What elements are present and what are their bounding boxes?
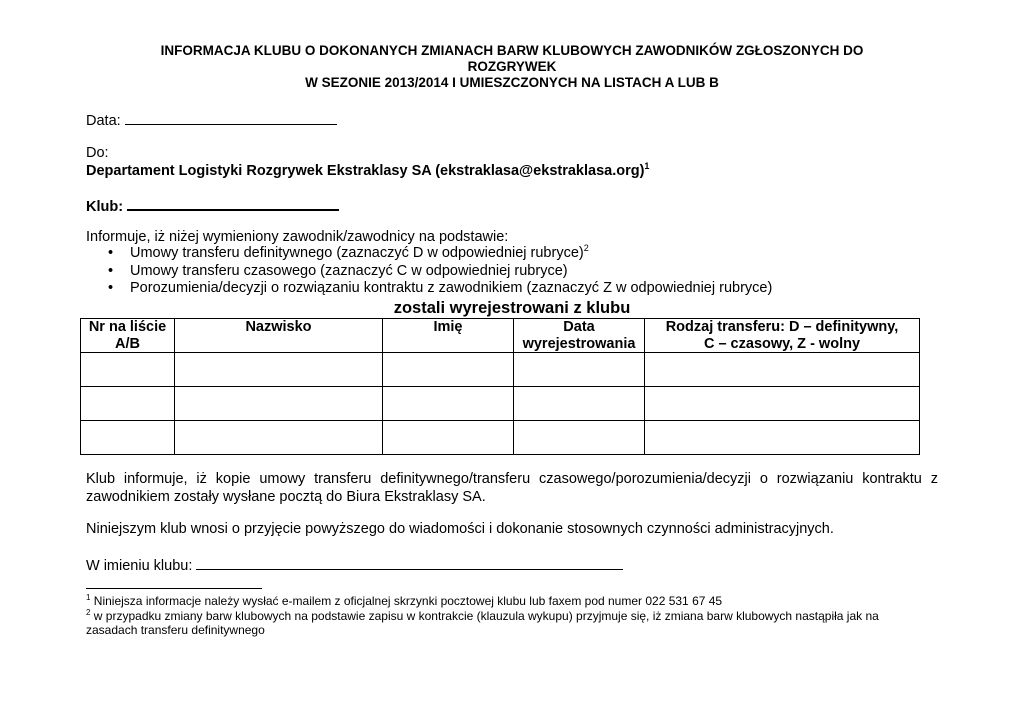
- basis-item-definitive: [86, 245, 772, 263]
- basis-item-text: Porozumienia/decyzji o rozwiązaniu kontraktu z zawodnikiem (zaznaczyć Z w odpowiedniej rubryce): [130, 280, 773, 296]
- recipient-text: Departament Logistyki Rozgrywek Ekstraklasy SA (ekstraklasa@ekstraklasa.org): [86, 163, 645, 179]
- title-line-2: ROZGRYWEK: [467, 59, 557, 74]
- footnote-1: [86, 595, 926, 609]
- header-deregistration-date: Data wyrejestrowania: [514, 319, 645, 353]
- table-cell[interactable]: [645, 421, 920, 455]
- document-title: [100, 43, 924, 91]
- table-cell[interactable]: [514, 421, 645, 455]
- table-cell[interactable]: [514, 387, 645, 421]
- bullet-icon: •: [108, 280, 114, 296]
- table-cell[interactable]: [645, 353, 920, 387]
- footnote-2: [86, 610, 926, 637]
- basis-item-termination: [86, 280, 772, 298]
- basis-item-text: Umowy transferu czasowego (zaznaczyć C w odpowiedniej rubryce): [130, 262, 568, 279]
- table-header-row: [81, 319, 920, 353]
- basis-list: [86, 245, 772, 298]
- bullet-icon: •: [108, 262, 114, 279]
- table-cell[interactable]: [81, 387, 175, 421]
- table-row: [81, 353, 920, 387]
- recipient-line: [86, 162, 649, 180]
- header-list-number: Nr na liście A/B: [81, 319, 175, 353]
- signature-label: W imieniu klubu:: [86, 558, 193, 574]
- table-cell[interactable]: [383, 421, 514, 455]
- signature-field[interactable]: [196, 555, 623, 570]
- bullet-icon: •: [108, 245, 114, 261]
- footnote-mark-1: 1: [86, 593, 91, 602]
- title-line-3: W SEZONIE 2013/2014 I UMIESZCZONYCH NA LISTACH A LUB B: [305, 75, 719, 90]
- footnote-text-1: Niniejsza informacje należy wysłać e-mailem z oficjalnej skrzynki pocztowej klubu lub faxem pod numer 022 531 67 45: [93, 594, 723, 608]
- request-paragraph: Niniejszym klub wnosi o przyjęcie powyższego do wiadomości i dokonanie stosownych czynności administracyjnych.: [86, 521, 834, 537]
- basis-item-text: Umowy transferu definitywnego (zaznaczyć D w odpowiedniej rubryce): [130, 245, 584, 261]
- basis-item-temporary: [86, 263, 772, 281]
- table-cell[interactable]: [81, 421, 175, 455]
- table-cell[interactable]: [645, 387, 920, 421]
- table-cell[interactable]: [175, 387, 383, 421]
- footnote-text-2: w przypadku zmiany barw klubowych na podstawie zapisu w kontrakcie (klauzula wykupu) przyjmuje się, iż zmiana barw klubowych nastąpiła jak na zasadach transferu definitywnego: [86, 609, 879, 637]
- header-surname: Nazwisko: [175, 319, 383, 353]
- intro-text: Informuje, iż niżej wymieniony zawodnik/zawodnicy na podstawie:: [86, 229, 509, 245]
- section-subtitle: zostali wyrejestrowani z klubu: [393, 299, 631, 317]
- table-cell[interactable]: [175, 421, 383, 455]
- footnote-separator: [86, 588, 262, 589]
- club-field[interactable]: [127, 195, 339, 211]
- table-cell[interactable]: [81, 353, 175, 387]
- header-first-name: Imię: [383, 319, 514, 353]
- players-table: [80, 318, 920, 455]
- header-transfer-type: Rodzaj transferu: D – definitywny, C – czasowy, Z - wolny: [645, 319, 920, 353]
- table-cell[interactable]: [383, 387, 514, 421]
- table-row: [81, 421, 920, 455]
- club-label: Klub:: [86, 199, 124, 215]
- date-field[interactable]: [125, 110, 337, 125]
- footnote-ref-1: 1: [644, 161, 650, 172]
- signature-row: [86, 555, 623, 575]
- table-row: [81, 387, 920, 421]
- title-line-1: INFORMACJA KLUBU O DOKONANYCH ZMIANACH BARW KLUBOWYCH ZAWODNIKÓW ZGŁOSZONYCH DO: [160, 43, 864, 58]
- date-label: Data:: [86, 113, 121, 129]
- copies-sent-paragraph: Klub informuje, iż kopie umowy transferu definitywnego/transferu czasowego/porozumienia/decyzji o rozwiązaniu kontraktu z zawodnikiem zostały wysłane pocztą do Biura Ekstraklasy SA.: [86, 471, 938, 505]
- club-row: [86, 195, 339, 216]
- table-cell[interactable]: [175, 353, 383, 387]
- date-row: [86, 110, 337, 130]
- table-cell[interactable]: [383, 353, 514, 387]
- table-cell[interactable]: [514, 353, 645, 387]
- to-label: Do:: [86, 145, 109, 161]
- footnote-mark-2: 2: [86, 608, 91, 617]
- footnote-ref-2: 2: [583, 243, 589, 254]
